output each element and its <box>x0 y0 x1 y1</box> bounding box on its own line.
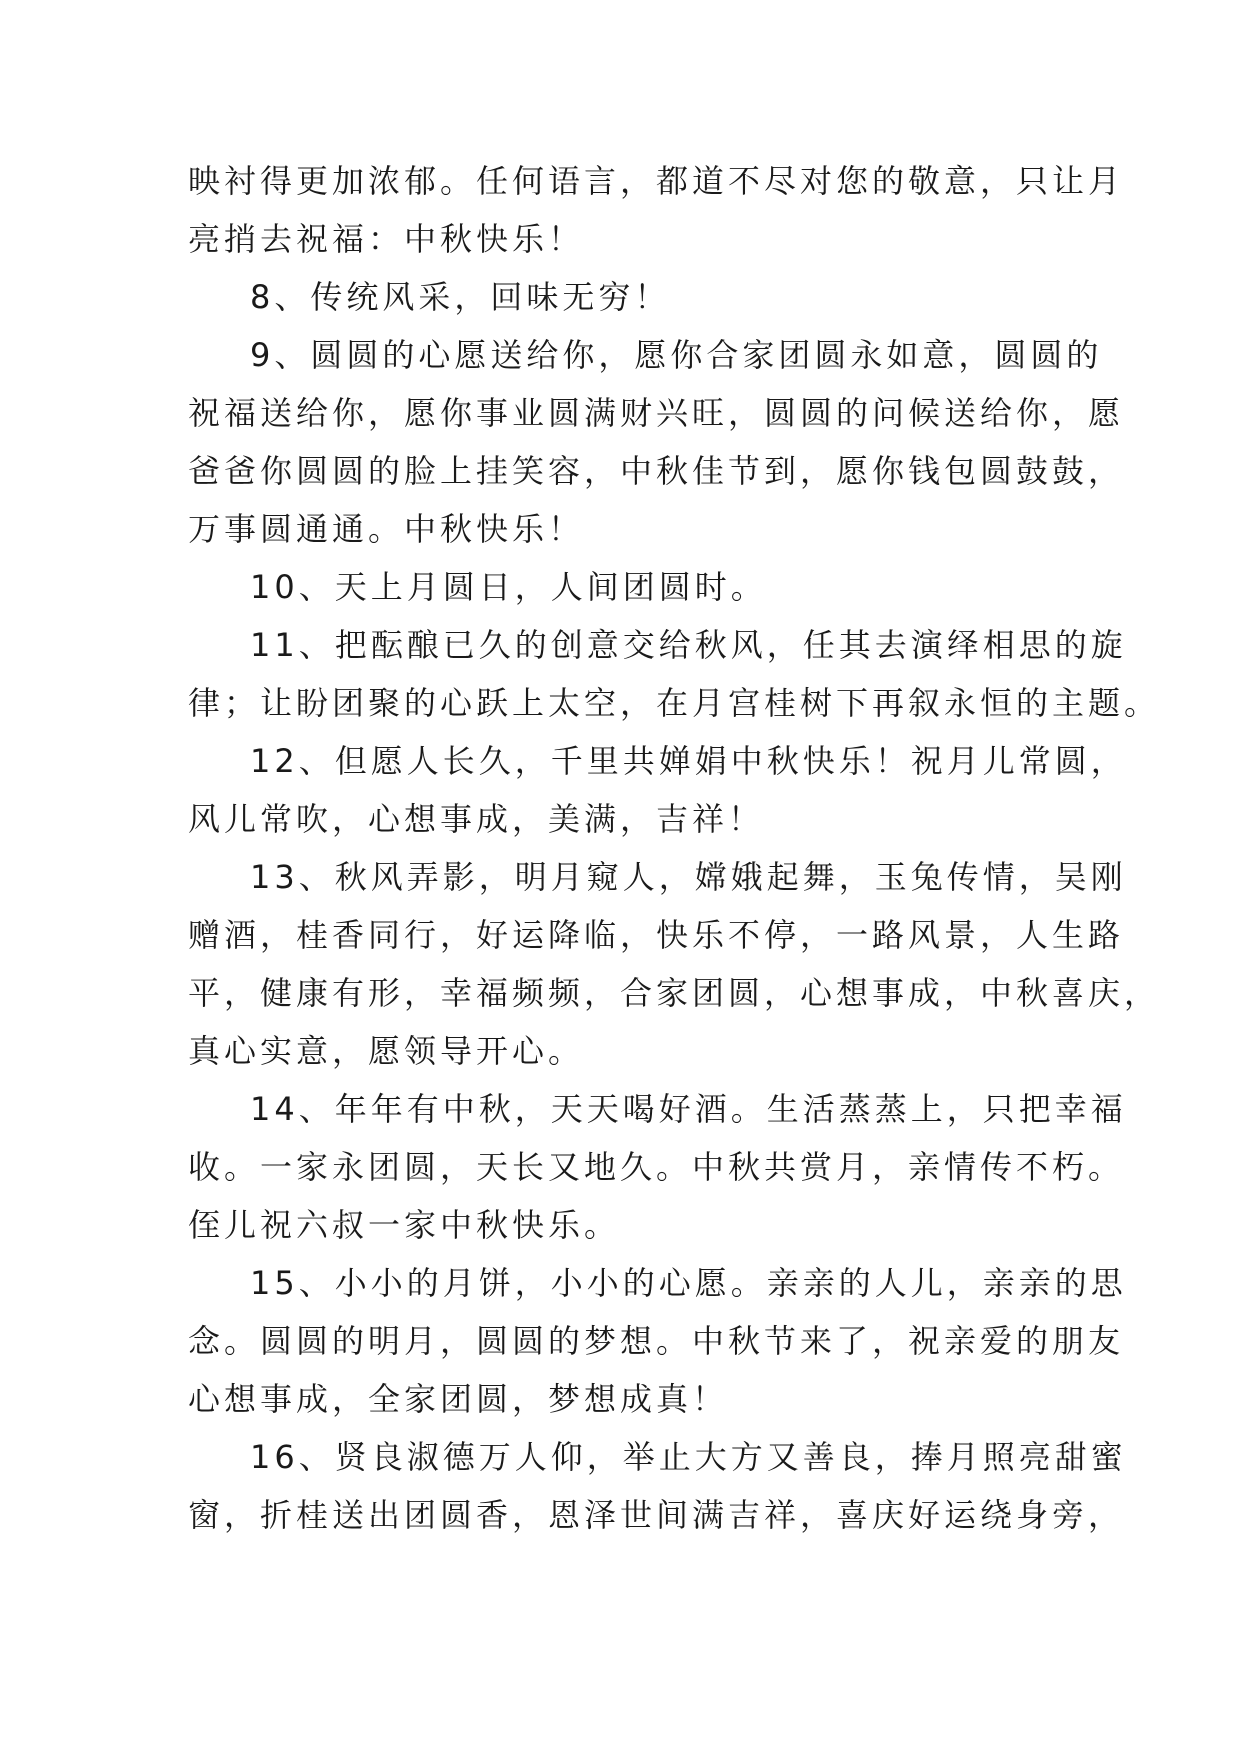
paragraph <box>188 732 1127 848</box>
text-line: 万事圆通通。中秋快乐！ <box>188 510 585 548</box>
paragraph <box>188 152 1125 268</box>
paragraph <box>188 268 1058 326</box>
text-line: 真心实意，愿领导开心。 <box>188 1032 585 1070</box>
text-line: 10、天上月圆日，人间团圆时。 <box>250 568 767 606</box>
paragraph <box>188 848 1161 1080</box>
text-line: 13、秋风弄影，明月窥人，嫦娥起舞，玉兔传情，吴刚 <box>250 858 1127 896</box>
text-line: 念。圆圆的明月，圆圆的梦想。中秋节来了，祝亲爱的朋友 <box>188 1322 1125 1360</box>
text-line: 窗，折桂送出团圆香，恩泽世间满吉祥，喜庆好运绕身旁， <box>188 1496 1125 1534</box>
text-line: 祝福送给你，愿你事业圆满财兴旺，圆圆的问候送给你，愿 <box>188 394 1125 432</box>
paragraph <box>188 616 1161 732</box>
text-line: 映衬得更加浓郁。任何语言，都道不尽对您的敬意，只让月 <box>188 162 1125 200</box>
text-line: 收。一家永团圆，天长又地久。中秋共赏月，亲情传不朽。 <box>188 1148 1125 1186</box>
text-line: 赠酒，桂香同行，好运降临，快乐不停，一路风景，人生路 <box>188 916 1125 954</box>
text-line: 8、传统风采，回味无穷！ <box>250 278 671 316</box>
text-line: 心想事成，全家团圆，梦想成真！ <box>188 1380 729 1418</box>
paragraph <box>188 558 1058 616</box>
text-line: 9、圆圆的心愿送给你，愿你合家团圆永如意，圆圆的 <box>250 336 1103 374</box>
paragraph <box>188 1428 1127 1544</box>
text-line: 14、年年有中秋，天天喝好酒。生活蒸蒸上，只把幸福 <box>250 1090 1127 1128</box>
paragraph <box>188 1080 1127 1254</box>
text-line: 风儿常吹，心想事成，美满，吉祥！ <box>188 800 765 838</box>
text-line: 11、把酝酿已久的创意交给秋风，任其去演绎相思的旋 <box>250 626 1127 664</box>
text-line: 亮捎去祝福：中秋快乐！ <box>188 220 585 258</box>
document-body <box>188 152 1161 1544</box>
paragraph <box>188 326 1125 558</box>
text-line: 12、但愿人长久，千里共婵娟中秋快乐！祝月儿常圆， <box>250 742 1127 780</box>
text-line: 爸爸你圆圆的脸上挂笑容，中秋佳节到，愿你钱包圆鼓鼓， <box>188 452 1125 490</box>
text-line: 侄儿祝六叔一家中秋快乐。 <box>188 1206 621 1244</box>
text-line: 平，健康有形，幸福频频，合家团圆，心想事成，中秋喜庆， <box>188 974 1161 1012</box>
text-line: 16、贤良淑德万人仰，举止大方又善良，捧月照亮甜蜜 <box>250 1438 1127 1476</box>
paragraph <box>188 1254 1127 1428</box>
text-line: 律；让盼团聚的心跃上太空，在月宫桂树下再叙永恒的主题。 <box>188 684 1161 722</box>
text-line: 15、小小的月饼，小小的心愿。亲亲的人儿，亲亲的思 <box>250 1264 1127 1302</box>
